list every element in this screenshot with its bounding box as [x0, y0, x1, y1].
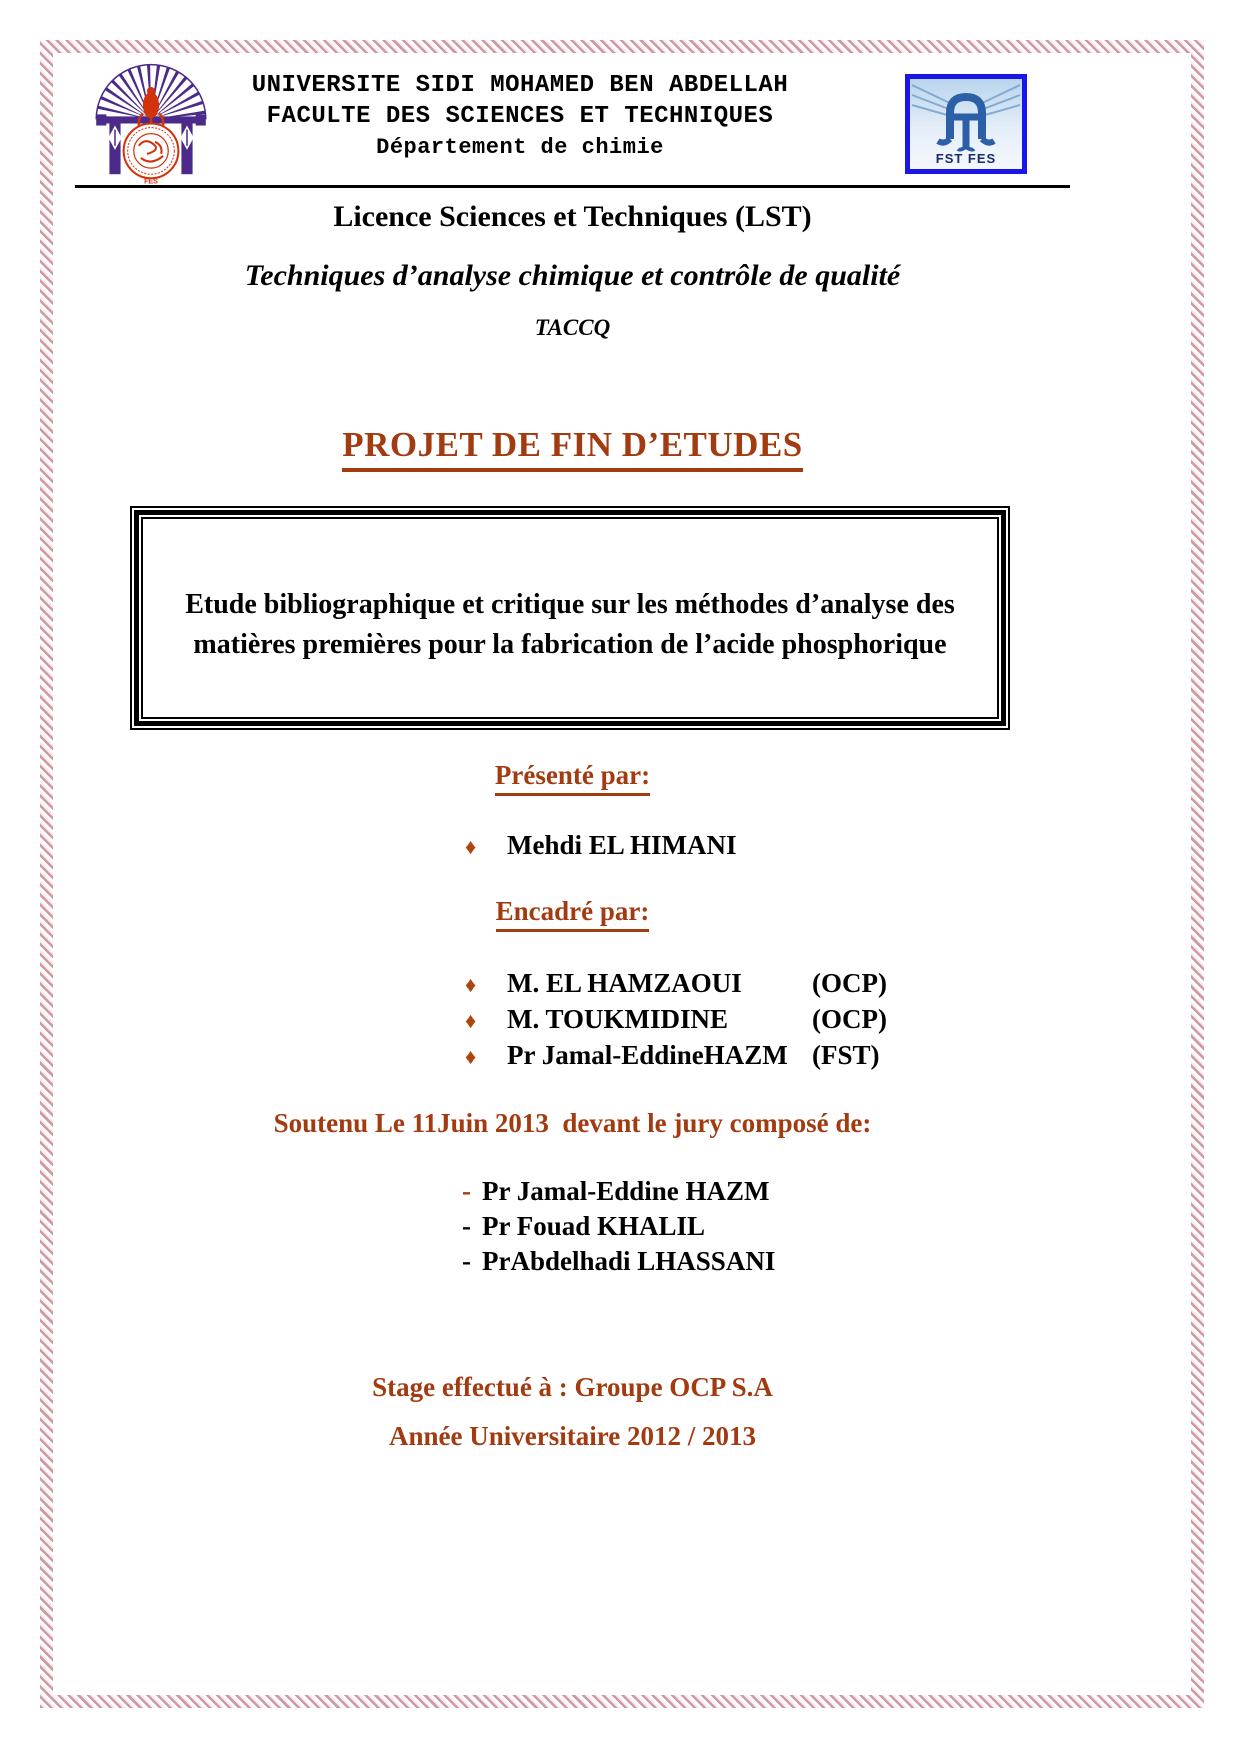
- diamond-bullet-icon: ♦: [465, 834, 477, 859]
- jury-list: [462, 1176, 775, 1281]
- jury-member: [462, 1211, 775, 1246]
- advisor-name: M. TOUKMIDINE: [507, 1004, 729, 1034]
- title-box-middle-border: [134, 510, 1006, 726]
- advisor-item: [465, 968, 887, 1004]
- emblem-caption: FES: [144, 177, 158, 186]
- jury-dash: -: [462, 1211, 471, 1241]
- advisor-org: (OCP): [812, 1004, 887, 1034]
- thesis-title: [143, 585, 997, 665]
- specialty-acronym: TACCQ: [534, 315, 611, 340]
- presented-by-heading: [75, 760, 1070, 796]
- university-name: UNIVERSITE SIDI MOHAMED BEN ABDELLAH: [251, 72, 789, 99]
- supervised-by-heading: [75, 896, 1070, 932]
- jury-name: PrAbdelhadi LHASSANI: [482, 1246, 776, 1276]
- title-box-inner-border: [141, 517, 999, 719]
- diamond-bullet-icon: ♦: [465, 1008, 477, 1033]
- advisor-org: (FST): [812, 1040, 880, 1070]
- advisor-name: Pr Jamal-EddineHAZM: [507, 1040, 788, 1070]
- supervised-by-label: Encadré par:: [496, 896, 650, 932]
- defense-intro: Soutenu Le 11Juin 2013 devant le jury composé de:: [273, 1108, 872, 1138]
- thesis-title-line2: matières premières pour la fabrication de l’acide phosphorique: [193, 629, 947, 660]
- jury-name: Pr Fouad KHALIL: [482, 1211, 706, 1241]
- thesis-title-box: [130, 506, 1010, 730]
- student-row: [465, 830, 737, 861]
- advisor-name: M. EL HAMZAOUI: [507, 968, 742, 998]
- jury-member: [462, 1176, 775, 1211]
- thesis-title-line1: Etude bibliographique et critique sur les méthodes d’analyse des: [185, 589, 955, 620]
- header-text-block: [75, 70, 965, 163]
- faculty-name: FACULTE DES SCIENCES ET TECHNIQUES: [266, 103, 774, 130]
- diamond-bullet-icon: ♦: [465, 1044, 477, 1069]
- jury-dash: -: [462, 1176, 471, 1206]
- header-divider: [75, 185, 1070, 188]
- diamond-bullet-icon: ♦: [465, 972, 477, 997]
- advisor-item: [465, 1004, 887, 1040]
- department-name: Département de chimie: [376, 135, 664, 160]
- academic-year-line: Année Universitaire 2012 / 2013: [389, 1421, 756, 1451]
- fst-logo-caption: FST FES: [935, 151, 997, 166]
- advisor-org: (OCP): [812, 968, 887, 998]
- report-heading-text: PROJET DE FIN D’ETUDES: [342, 425, 803, 472]
- fst-fes-logo: [905, 74, 1027, 174]
- jury-member: [462, 1246, 775, 1281]
- internship-line: Stage effectué à : Groupe OCP S.A: [372, 1372, 773, 1402]
- report-heading: [75, 425, 1070, 472]
- student-name: Mehdi EL HIMANI: [507, 830, 737, 860]
- advisor-item: [465, 1040, 887, 1076]
- specialty-title: Techniques d’analyse chimique et contrôle de qualité: [244, 259, 901, 292]
- advisors-list: [465, 968, 887, 1076]
- jury-name: Pr Jamal-Eddine HAZM: [482, 1176, 770, 1206]
- degree-title: Licence Sciences et Techniques (LST): [333, 200, 812, 233]
- presented-by-label: Présenté par:: [495, 760, 650, 796]
- jury-dash: -: [462, 1246, 471, 1276]
